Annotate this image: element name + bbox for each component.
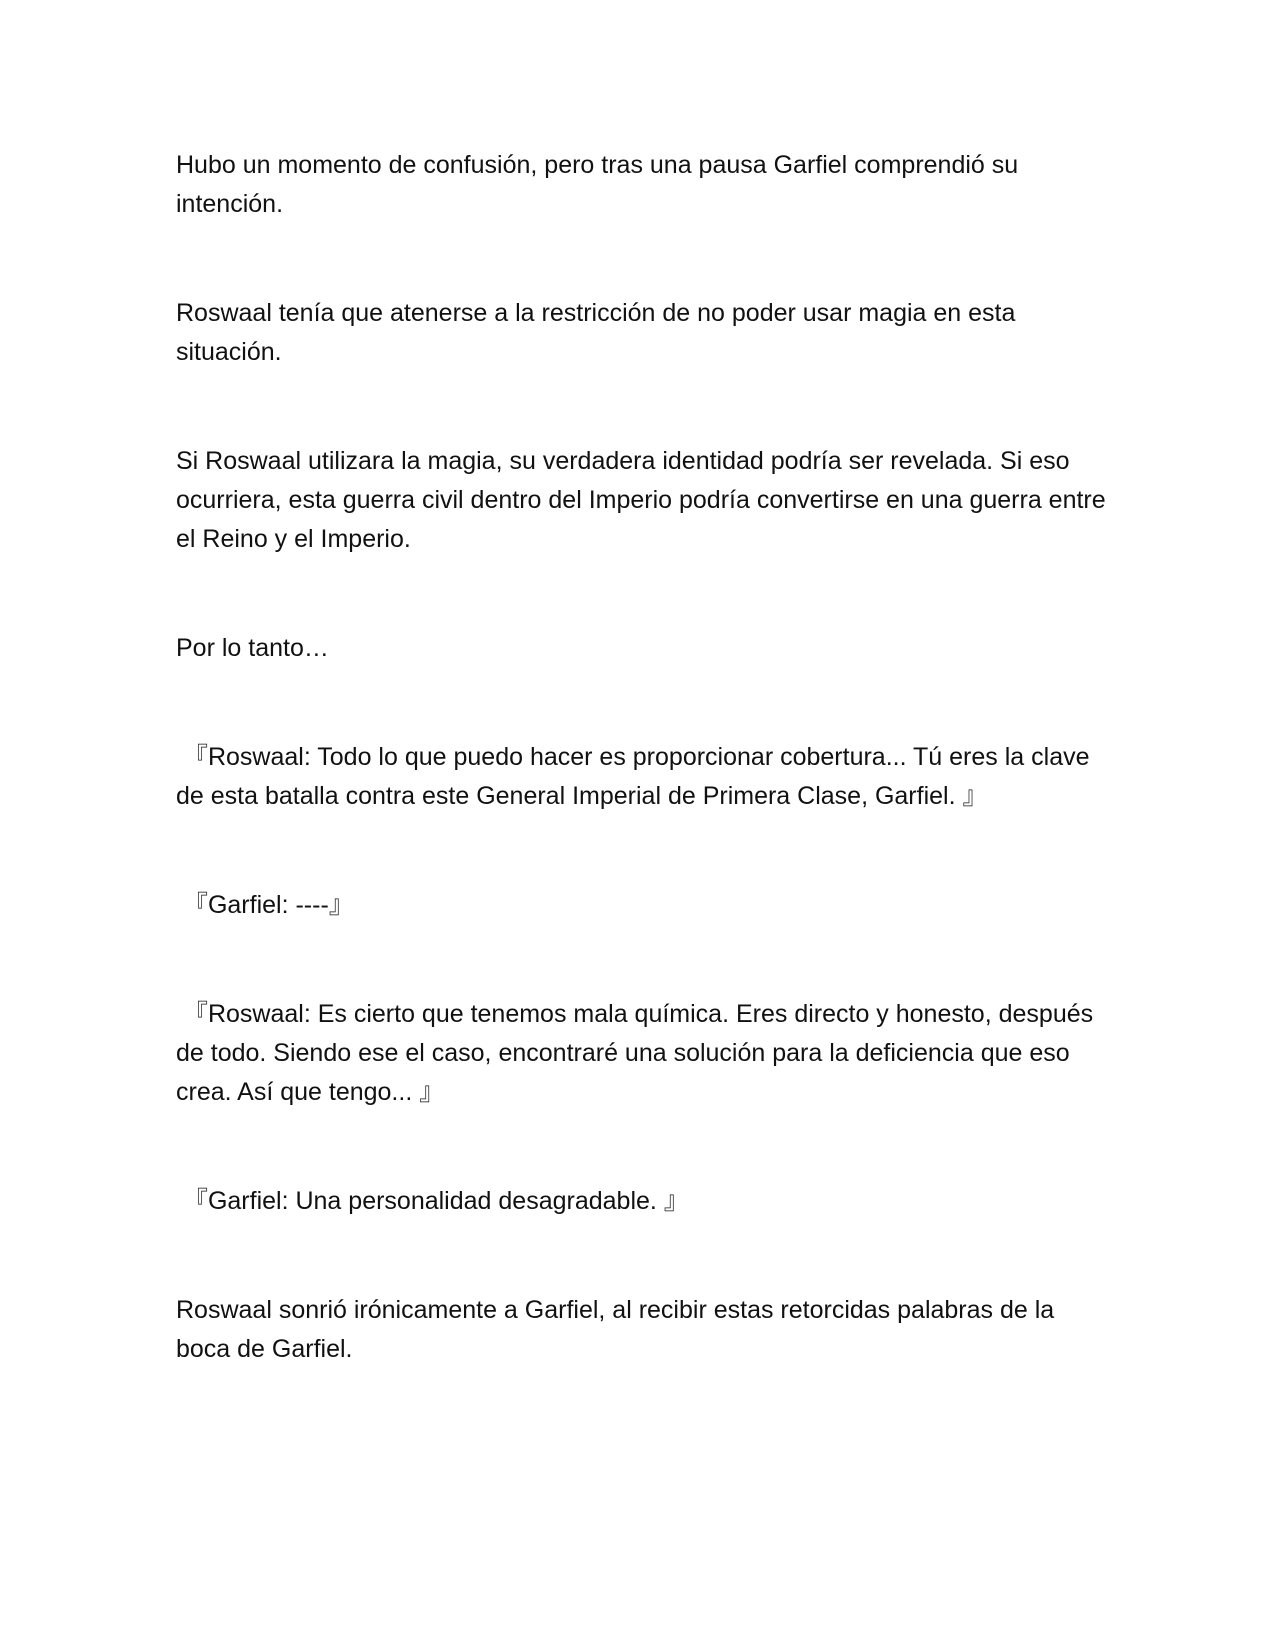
dialogue-roswaal-1: 『Roswaal: Todo lo que puedo hacer es proporcionar cobertura... Tú eres la clave de esta batalla contra este General Imperial de Primera Clase, Garfiel. 』 <box>176 743 1097 810</box>
dialogue-garfiel-2: 『Garfiel: Una personalidad desagradable. 』 <box>176 1187 689 1215</box>
paragraph-4: Por lo tanto… <box>176 634 329 662</box>
paragraph-3: Si Roswaal utilizara la magia, su verdadera identidad podría ser revelada. Si eso ocurriera, esta guerra civil dentro del Imperio podría convertirse en una guerra entre el Reino y el Imperio. <box>176 447 1113 553</box>
document-body <box>176 146 1113 1369</box>
dialogue-garfiel-1: 『Garfiel: ----』 <box>176 891 354 919</box>
paragraph-1: Hubo un momento de confusión, pero tras una pausa Garfiel comprendió su intención. <box>176 151 1026 218</box>
paragraph-2: Roswaal tenía que atenerse a la restricción de no poder usar magia en esta situación. <box>176 299 1023 366</box>
paragraph-final: Roswaal sonrió irónicamente a Garfiel, al recibir estas retorcidas palabras de la boca de Garfiel. <box>176 1296 1062 1363</box>
dialogue-roswaal-2: 『Roswaal: Es cierto que tenemos mala química. Eres directo y honesto, después de todo. Siendo ese el caso, encontraré una solución para la deficiencia que eso crea. Así que tengo... 』 <box>176 1000 1101 1106</box>
